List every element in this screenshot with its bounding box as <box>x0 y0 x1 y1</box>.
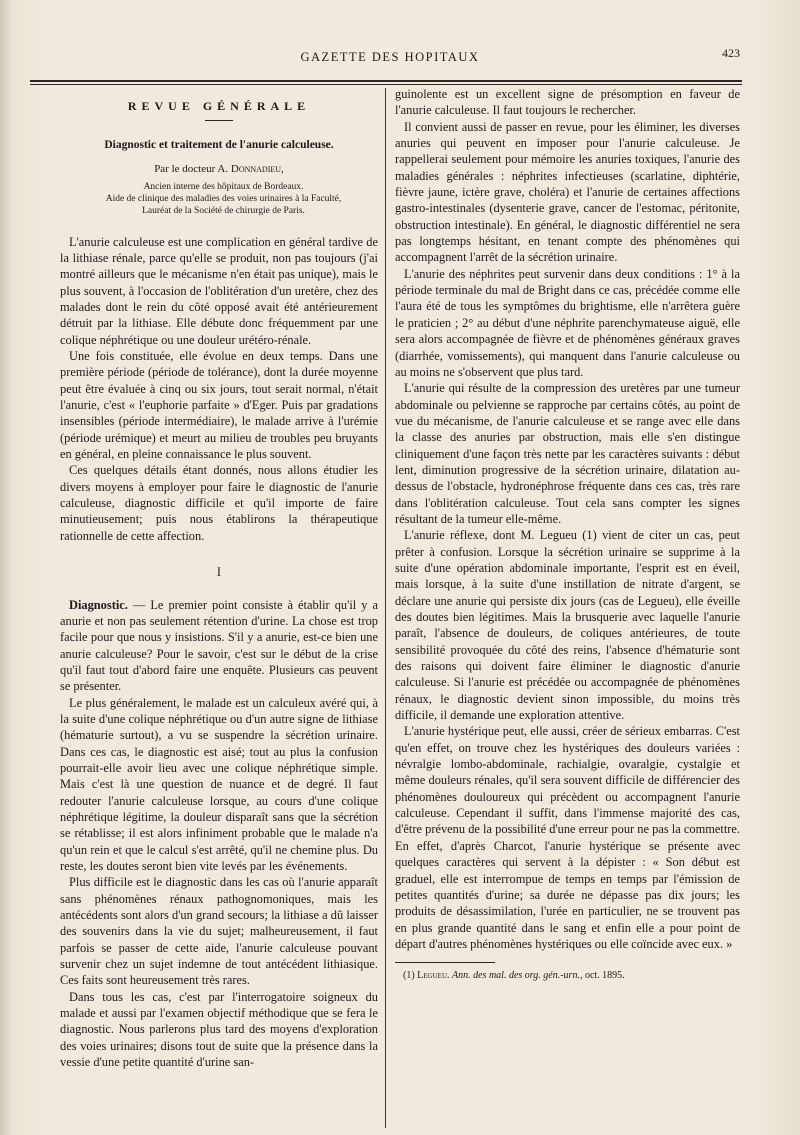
paragraph-text: — Le premier point consiste à établir qu'il y a anurie et non pas seulement rétention d'urine. La chose est trop facile pour que nous y insistions. S'il y a anurie, est-ce bien une anurie calculeuse? Pour le savoir, c'est sur le début de la crise qu'il faut tout d'abord faire une enquête. Plusieurs cas peuvent se présenter. <box>60 597 378 694</box>
page-header <box>40 46 740 68</box>
paragraph: L'anurie réflexe, dont M. Legueu (1) vient de citer un cas, peut prêter à confusion. Lorsque la sécrétion urinaire se supprime à la suite d'une opération abdominale importante, l'esprit est en éveil, mais lorsque, à la suite d'une instillation de nitrate d'argent, se déclare une anurie qui persiste dix jours (cas de Legueu), elle éveille des doutes bien légitimes. Mais la brusquerie avec laquelle l'anurie paraît, l'absence de douleurs, de coliques antérieures, de toute sensibilité provoquée du côté des reins, l'absence d'hématurie sont des raisons qui doivent faire éliminer le diagnostic d'anurie calculeuse. Si l'anurie est précédée ou accompagnée de phénomènes rénaux, le diagnostic devient sinon impossible, du moins très difficile, il demande une exploration attentive. <box>395 528 740 723</box>
paragraph: Ces quelques détails étant donnés, nous allons étudier les divers moyens à employer pour faire le diagnostic de l'anurie calculeuse, diagnostic difficile et qu'il importe de faire minutieusement; puis nous établirons la thérapeutique rationnelle de cette affection. <box>60 463 378 543</box>
right-column <box>395 86 740 982</box>
column-divider <box>385 88 386 1128</box>
footnote-journal: Ann. des mal. des org. gén.-urn., <box>452 970 583 982</box>
paragraph: Plus difficile est le diagnostic dans les cas où l'anurie apparaît sans phénomènes rénaux pathognomoniques, mais les antécédents sont alors d'un grand secours; la lithiase a dû laisser des souvenirs dans la vie du sujet; malheureusement, il faut parfois se passer de cette aide, l'anurie calculeuse pouvant survenir chez un sujet indemne de tout antécédent lithiasique. Ces faits sont heureusement très rares. <box>60 875 378 988</box>
paragraph: Le plus généralement, le malade est un calculeux avéré qui, à la suite d'une colique néphrétique ou d'un autre signe de lithiase (hématurie surtout), a vu se suspendre la sécrétion urinaire. Dans ces cas, le diagnostic est aisé; tout au plus la confusion pourrait-elle avoir lieu avec une colique néphrétique simple. Mais c'est là une question de nuance et de degré. Il faut redouter l'anurie calculeuse lorsque, au cours d'une colique néphrétique légitime, la douleur disparaît sans que la sécrétion se rétablisse; il est alors infiniment probable que le malade n'a qu'un rein et que le calcul s'est arrêté, qu'il ne chemine plus. Du reste, les doutes seront bien vite levés par les événements. <box>60 695 378 874</box>
header-rule <box>30 80 742 82</box>
article-title: Diagnostic et traitement de l'anurie calculeuse. <box>104 139 334 152</box>
byline-prefix: Par le docteur A. <box>154 162 229 175</box>
paragraph: L'anurie calculeuse est une complication en général tardive de la lithiase rénale, parce qu'elle se produit, non pas toujours (j'ai montré ailleurs que le mécanisme n'en était pas unique), mais le plus souvent, à l'occasion de l'oblitération d'un uretère, chez des malades dont le rein du côté opposé avait été antérieurement détruit par la lithiase. Elle débute donc fréquemment par une colique néphrétique ou une douleur urétéro-rénale. <box>60 234 378 347</box>
footnote-author: Legueu. <box>417 970 450 982</box>
author-name: Donnadieu, <box>230 162 284 175</box>
paragraph: Il convient aussi de passer en revue, pour les éliminer, les diverses anuries qui peuvent en imposer pour l'anurie calculeuse. Je rappellerai seulement pour mémoire les anuries toxiques, l'anurie des maladies générales : néphrites infectieuses (scarlatine, diphtérie, fièvre jaune, ictère grave, choléra) et l'anurie de certaines affections gastro-intestinales (dysenterie grave, cancer de l'estomac, péritonite, obstruction intestinale). En général, le diagnostic différentiel ne sera pas longtemps hésitant, en tenant compte des phénomènes qui accompagnent l'arrêt de la sécrétion urinaire. <box>395 119 740 265</box>
affiliations <box>60 181 378 218</box>
affiliation-line: Aide de clinique des maladies des voies urinaires à la Faculté, <box>105 194 342 205</box>
header-rule-thin <box>30 84 742 85</box>
running-head: GAZETTE DES HOPITAUX <box>300 50 480 64</box>
paragraph <box>60 597 378 695</box>
page-number: 423 <box>722 46 740 60</box>
paragraph: guinolente est un excellent signe de présomption en faveur de l'anurie calculeuse. Il faut toujours le rechercher. <box>395 87 740 118</box>
footnote-date: oct. 1895. <box>584 970 625 982</box>
runin-heading: Diagnostic. <box>69 597 128 612</box>
paragraph: L'anurie hystérique peut, elle aussi, créer de sérieux embarras. C'est qu'en effet, on trouve chez les hystériques des douleurs variées : névralgie lombo-abdominale, rachialgie, ovaralgie, cystalgie et même douleurs rénales, qu'il sera souvent difficile de différencier des phénomènes douloureux qui précèdent ou accompagnent l'anurie calculeuse. Cependant il suffit, dans l'immense majorité des cas, d'être prévenu de la possibilité d'une erreur pour ne pas la commettre. En effet, d'après Charcot, l'anurie hystérique se présente avec quelques caractères qui servent à la dépister : « Son début est graduel, elle est interrompue de temps en temps par l'émission de petites quantités d'urine; sa durée ne dépasse pas dix jours; les produits de désassimilation, l'urée en particulier, ne se trouvent pas en plus grande quantité dans le sang et enfin elle a pour point de départ d'autres phénomènes hystériques ou elle coïncide avec eux. » <box>395 724 740 951</box>
footnote-rule <box>395 962 495 963</box>
left-column <box>60 90 378 1070</box>
section-numeral: I <box>216 565 222 580</box>
section-title: REVUE GÉNÉRALE <box>127 99 311 113</box>
paragraph: Une fois constituée, elle évolue en deux temps. Dans une première période (période de tolérance), dont la durée moyenne peut être évaluée à cinq ou six jours, tout serait normal, n'était l'anurie, c'est « l'euphorie parfaite » d'Eger. Puis par gradations insensibles (période intermédiaire), le malade arrive à l'urémie (période urémique) et meurt au milieu de troubles peu bruyants en général, en pleine connaissance le plus souvent. <box>60 349 378 462</box>
byline <box>60 161 378 177</box>
paragraph: L'anurie des néphrites peut survenir dans deux conditions : 1° à la période terminale du mal de Bright dans ce cas, précédée comme elle l'aura été de tous les symptômes du brightisme, elle n'arrêtera guère le praticien ; 2° au début d'une néphrite parenchymateuse aiguë, elle sera alors accompagnée de fièvre et de phénomènes généraux graves (diarrhée, vomissements), qui manquent dans l'anurie calculeuse ou au moins ne s'observent que plus tard. <box>395 266 740 379</box>
footnote-mark: (1) <box>403 970 415 982</box>
paragraph: Dans tous les cas, c'est par l'interrogatoire soigneux du malade et aussi par l'examen objectif méthodique que se fera le diagnostic. Nous parlerons plus tard des moyens d'exploration des voies urinaires; disons tout de suite que la présence dans la vessie d'une petite quantité d'urine san- <box>60 989 378 1070</box>
paragraph: L'anurie qui résulte de la compression des uretères par une tumeur abdominale ou pelvienne se rapproche par certains côtés, au point de vue du mécanisme, de l'anurie calculeuse et se range avec elle dans la classe des anuries par obstruction, mais elle s'en distingue cliniquement d'une façon très nette par les caractères suivants : début lent, diminution progressive de la sécrétion urinaire, dilatation au-dessus de l'obstacle, hydronéphrose fréquente dans ces cas, très rare dans l'oblitération calculeuse. Tout cela sans compter les signes résultant de la tumeur elle-même. <box>395 381 740 526</box>
affiliation-line: Lauréat de la Société de chirurgie de Paris. <box>142 206 305 217</box>
section-rule <box>205 120 233 121</box>
affiliation-line: Ancien interne des hôpitaux de Bordeaux. <box>143 182 304 193</box>
footnote <box>395 969 740 982</box>
